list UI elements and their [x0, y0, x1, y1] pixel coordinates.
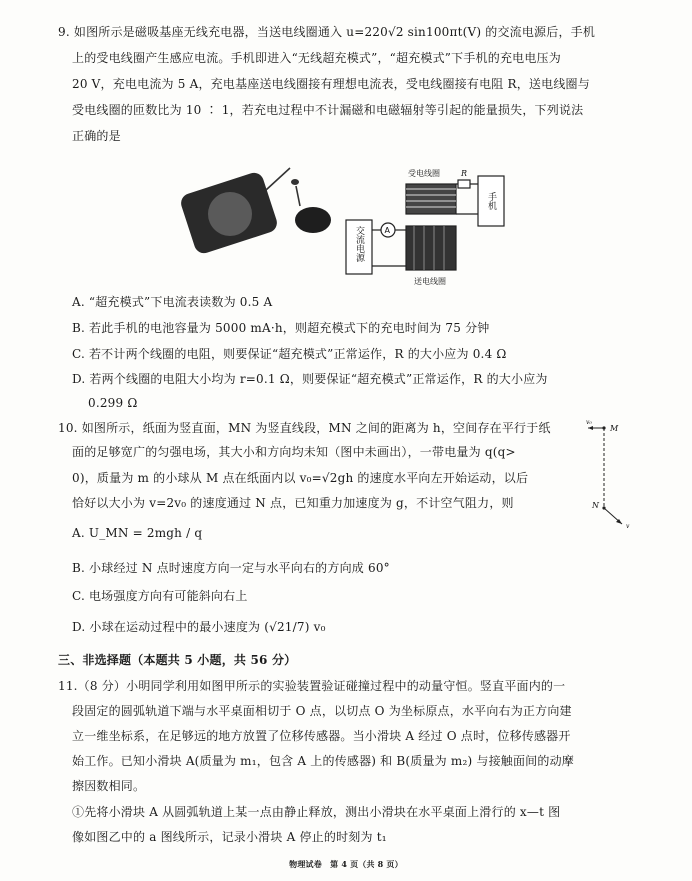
q10-option-d: D. 小球在运动过程中的最小速度为 (√21/7) v₀ — [72, 620, 326, 634]
q9-option-b: B. 若此手机的电池容量为 5000 mA·h，则超充模式下的充电时间为 75 分钟 — [72, 321, 490, 335]
charging-pad-illustration — [179, 168, 290, 256]
q11-line-4: 始工作。已知小滑块 A(质量为 m₁，包含 A 上的传感器) 和 B(质量为 m₂) 与接触面间的动摩 — [72, 754, 574, 768]
q10-line-1: 10. 如图所示，纸面为竖直面，MN 为竖直线段，MN 之间的距离为 h，空间存在平行于纸 — [58, 421, 551, 435]
q9-figure — [178, 162, 508, 292]
q9-line-5: 正确的是 — [72, 129, 121, 143]
q11-line-1: 11.（8 分）小明同学利用如图甲所示的实验装置验证碰撞过程中的动量守恒。竖直平面内的一 — [58, 679, 566, 693]
wireless-charger-puck-illustration — [291, 179, 331, 233]
section-title: 三、非选择题（本题共 5 小题，共 56 分） — [58, 653, 297, 667]
q11-line-2: 段固定的圆弧轨道下端与水平桌面相切于 O 点，以切点 O 为坐标原点，水平向右为正方向建 — [72, 704, 572, 718]
phone-label: 手机 — [486, 192, 496, 210]
q9-line-2: 上的受电线圈产生感应电流。手机即进入“无线超充模式”，“超充模式”下手机的充电电压为 — [72, 51, 561, 65]
q10-option-c: C. 电场强度方向有可能斜向右上 — [72, 589, 248, 603]
q9-option-d-cont: 0.299 Ω — [88, 396, 138, 410]
q10-line-2: 面的足够宽广的匀强电场，其大小和方向均未知（图中未画出），一带电量为 q(q> — [72, 445, 516, 459]
q11-line-6: ①先将小滑块 A 从圆弧轨道上某一点由静止释放，测出小滑块在水平桌面上滑行的 x—t 图 — [72, 805, 561, 819]
page-footer: 物理试卷 第 4 页（共 8 页） — [289, 859, 403, 869]
q11-line-5: 擦因数相同。 — [72, 779, 146, 793]
q11-line-7: 像如图乙中的 a 图线所示，记录小滑块 A 停止的时刻为 t₁ — [72, 830, 387, 844]
point-m-label: M — [610, 424, 619, 433]
v0-label: v₀ — [586, 419, 592, 426]
q9-option-d: D. 若两个线圈的电阻大小均为 r=0.1 Ω，则要保证“超充模式”正常运作，R 的大小应为 — [72, 372, 548, 386]
q10-figure — [586, 418, 646, 530]
q9-line-4: 受电线圈的匝数比为 10 ∶ 1，若充电过程中不计漏磁和电磁辐射等引起的能量损失，下列说法 — [72, 103, 584, 117]
q9-option-a: A. “超充模式”下电流表读数为 0.5 A — [72, 295, 273, 309]
circuit-diagram — [346, 176, 504, 274]
point-n-label: N — [592, 501, 599, 510]
source-label: 交流电源 — [354, 226, 364, 262]
q9-line-3: 20 V，充电电流为 5 A，充电基座送电线圈接有理想电流表，受电线圈接有电阻 R，送电线圈与 — [72, 77, 590, 91]
q11-line-3: 立一维坐标系，在足够远的地方放置了位移传感器。当小滑块 A 经过 O 点时，位移传感器开 — [72, 729, 571, 743]
q10-line-3: 0)，质量为 m 的小球从 M 点在纸面内以 v₀=√2gh 的速度水平向左开始运动，以后 — [72, 471, 529, 485]
receive-coil-label: 受电线圈 — [408, 169, 440, 178]
q10-option-a: A. U_MN = 2mgh / q — [72, 526, 203, 540]
q9-line-1: 9. 如图所示是磁吸基座无线充电器，当送电线圈通入 u=220√2 sin100πt(V) 的交流电源后，手机 — [58, 25, 596, 39]
resistor-label: R — [461, 169, 468, 178]
q10-option-b: B. 小球经过 N 点时速度方向一定与水平向右的方向成 60° — [72, 561, 390, 575]
send-coil-label: 送电线圈 — [414, 277, 446, 286]
q10-line-4: 恰好以大小为 v=2v₀ 的速度通过 N 点，已知重力加速度为 g，不计空气阻力，则 — [72, 496, 514, 510]
v-label: v — [626, 523, 630, 530]
q9-option-c: C. 若不计两个线圈的电阻，则要保证“超充模式”正常运作，R 的大小应为 0.4 Ω — [72, 347, 507, 361]
ammeter-label: A — [384, 226, 390, 235]
